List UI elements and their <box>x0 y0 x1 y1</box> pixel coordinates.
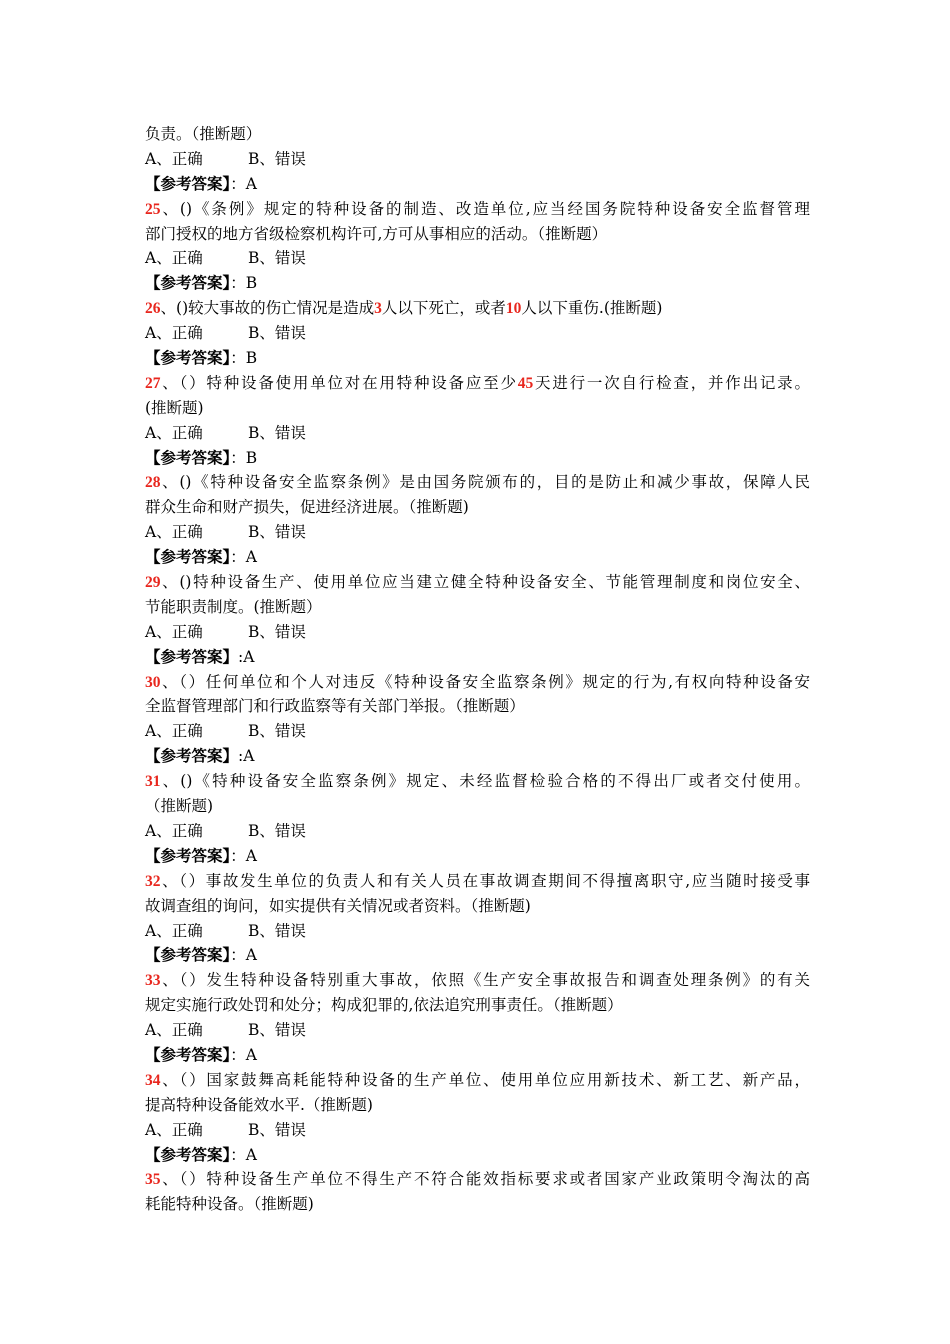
document-page <box>145 122 810 1217</box>
answer-colon: ： <box>230 946 246 965</box>
answer-label: 【参考答案】 <box>145 746 239 766</box>
question-text: ()《特种设备安全监察条例》规定、未经监督检验合格的不得出厂或者交付使用。 <box>180 772 810 791</box>
answer-line <box>145 446 810 471</box>
answer-label: 【参考答案】 <box>145 348 231 368</box>
option-b: B、错误 <box>248 622 306 641</box>
question-separator: 、 <box>160 971 180 990</box>
highlight-number: 45 <box>517 374 534 392</box>
option-b: B、错误 <box>248 423 306 442</box>
question-text: ()较大事故的伤亡情况是造成 <box>176 299 375 318</box>
question-text: （）任何单位和个人对违反《特种设备安全监察条例》规定的行为,有权向特种设备安 <box>179 672 810 691</box>
question-separator: 、 <box>160 573 180 592</box>
question-number: 33 <box>145 972 161 990</box>
question-separator: 、 <box>160 199 180 218</box>
option-b: B、错误 <box>248 1120 306 1139</box>
answer-line <box>145 346 810 371</box>
question-text: （）特种设备使用单位对在用特种设备应至少 <box>179 373 518 392</box>
option-b: B、错误 <box>248 921 306 940</box>
question-number: 31 <box>145 773 161 791</box>
answer-value: A <box>245 1145 257 1164</box>
question-number: 34 <box>145 1071 161 1089</box>
answer-line <box>145 744 810 769</box>
question-text-continued: 规定实施行政处罚和处分；构成犯罪的,依法追究刑事责任。（推断题） <box>145 996 623 1015</box>
answer-line <box>145 172 810 197</box>
answer-label: 【参考答案】 <box>145 1044 231 1064</box>
answer-label: 【参考答案】 <box>145 845 231 865</box>
options-line <box>145 421 810 446</box>
answer-colon: ： <box>230 548 246 567</box>
question-separator: 、 <box>160 473 180 492</box>
answer-colon: ： <box>230 846 246 865</box>
option-b: B、错误 <box>248 523 306 542</box>
option-b: B、错误 <box>248 149 306 168</box>
question-tail-line: 负责。（推断题） <box>145 125 262 143</box>
answer-line <box>145 545 810 570</box>
option-a: A、正确 <box>145 1120 203 1139</box>
answer-colon: ： <box>230 274 246 293</box>
question-number: 27 <box>145 374 161 392</box>
option-a: A、正确 <box>145 523 203 542</box>
answer-colon: ： <box>230 1045 246 1064</box>
question-text: （）国家鼓舞高耗能特种设备的生产单位、使用单位应用新技术、新工艺、新产品， <box>179 1070 810 1089</box>
question-separator: 、 <box>160 672 180 691</box>
answer-value: A <box>245 548 257 567</box>
highlight-number: 3 <box>374 300 382 318</box>
answer-label: 【参考答案】 <box>145 173 231 193</box>
answer-colon: ： <box>230 1145 246 1164</box>
question-28 <box>145 470 810 495</box>
question-34 <box>145 1068 810 1093</box>
question-text: 天进行一次自行检查，并作出记录。 <box>533 373 810 392</box>
options-line <box>145 520 810 545</box>
option-a: A、正确 <box>145 1021 203 1040</box>
question-31 <box>145 769 810 794</box>
question-text-continued: 全监督管理部门和行政监察等有关部门举报。（推断题） <box>145 697 525 716</box>
highlight-number: 10 <box>505 300 522 318</box>
question-text: 人以下重伤.(推断题) <box>521 299 663 318</box>
answer-value: B <box>245 274 258 293</box>
option-a: A、正确 <box>145 622 203 641</box>
options-line <box>145 1018 810 1043</box>
answer-value: A <box>245 1045 257 1064</box>
question-number: 32 <box>145 872 161 890</box>
option-b: B、错误 <box>248 1021 306 1040</box>
question-26 <box>145 296 810 321</box>
question-25 <box>145 197 810 222</box>
question-separator: 、 <box>160 772 181 791</box>
option-a: A、正确 <box>145 423 203 442</box>
answer-line <box>145 943 810 968</box>
option-b: B、错误 <box>248 722 306 741</box>
question-text: ()特种设备生产、使用单位应当建立健全特种设备安全、节能管理制度和岗位安全、 <box>179 573 810 592</box>
options-line <box>145 321 810 346</box>
option-a: A、正确 <box>145 921 203 940</box>
options-line <box>145 719 810 744</box>
options-line <box>145 147 810 172</box>
answer-colon: ： <box>230 349 246 368</box>
question-text-continued: 提高特种设备能效水平.（推断题) <box>145 1095 373 1114</box>
answer-colon: ： <box>230 174 246 193</box>
option-b: B、错误 <box>248 821 306 840</box>
answer-value: A <box>243 747 255 766</box>
question-text-continued: （推断题) <box>145 797 214 816</box>
options-line <box>145 246 810 271</box>
question-text-continued: 群众生命和财产损失，促进经济进展。（推断题) <box>145 498 469 517</box>
answer-value: A <box>245 174 257 193</box>
option-a: A、正确 <box>145 722 203 741</box>
options-line <box>145 1118 810 1143</box>
question-number: 25 <box>145 200 161 218</box>
question-text-continued: 故调查组的询问，如实提供有关情况或者资料。（推断题) <box>145 896 531 915</box>
answer-value: B <box>245 448 258 467</box>
answer-line <box>145 1043 810 1068</box>
question-number: 29 <box>145 574 161 592</box>
answer-colon: : <box>238 747 244 766</box>
question-separator: 、 <box>160 299 177 318</box>
question-number: 35 <box>145 1171 161 1189</box>
option-b: B、错误 <box>248 324 306 343</box>
answer-value: A <box>245 946 257 965</box>
answer-line <box>145 645 810 670</box>
question-text: （）事故发生单位的负责人和有关人员在事故调查期间不得擅离职守,应当随时接受事 <box>179 871 810 890</box>
answer-value: A <box>243 647 255 666</box>
question-text: （）特种设备生产单位不得生产不符合能效指标要求或者国家产业政策明令淘汰的高 <box>179 1170 810 1189</box>
question-text-continued: 耗能特种设备。（推断题) <box>145 1195 314 1214</box>
question-30 <box>145 670 810 695</box>
options-line <box>145 620 810 645</box>
answer-line <box>145 1143 810 1168</box>
answer-colon: : <box>238 647 244 666</box>
question-number: 28 <box>145 474 161 492</box>
question-text: ()《特种设备安全监察条例》是由国务院颁布的，目的是防止和减少事故，保障人民 <box>179 473 810 492</box>
question-text: ()《条例》规定的特种设备的制造、改造单位,应当经国务院特种设备安全监督管理 <box>179 199 810 218</box>
answer-label: 【参考答案】 <box>145 1144 231 1164</box>
question-27 <box>145 371 810 396</box>
answer-label: 【参考答案】 <box>145 646 239 666</box>
question-text-continued: 节能职责制度。(推断题） <box>145 597 322 616</box>
options-line <box>145 919 810 944</box>
options-line <box>145 819 810 844</box>
question-separator: 、 <box>160 373 180 392</box>
answer-colon: ： <box>230 448 246 467</box>
question-text-continued: 部门授权的地方省级检察机构许可,方可从事相应的活动。（推断题） <box>145 224 608 243</box>
question-separator: 、 <box>160 1170 180 1189</box>
option-b: B、错误 <box>248 249 306 268</box>
question-number: 30 <box>145 673 161 691</box>
question-text-continued: (推断题) <box>145 398 204 417</box>
option-a: A、正确 <box>145 324 203 343</box>
answer-value: B <box>245 349 258 368</box>
answer-value: A <box>245 846 257 865</box>
question-text: 人以下死亡，或者 <box>381 299 506 318</box>
answer-label: 【参考答案】 <box>145 447 231 467</box>
question-separator: 、 <box>160 1070 180 1089</box>
option-a: A、正确 <box>145 821 203 840</box>
question-text: （）发生特种设备特别重大事故，依照《生产安全事故报告和调查处理条例》的有关 <box>179 971 810 990</box>
answer-line <box>145 844 810 869</box>
question-separator: 、 <box>160 871 180 890</box>
question-number: 26 <box>145 300 161 318</box>
question-35 <box>145 1167 810 1192</box>
option-a: A、正确 <box>145 149 203 168</box>
answer-label: 【参考答案】 <box>145 945 231 965</box>
answer-line <box>145 271 810 296</box>
question-33 <box>145 968 810 993</box>
question-32 <box>145 869 810 894</box>
question-29 <box>145 570 810 595</box>
answer-label: 【参考答案】 <box>145 273 231 293</box>
answer-label: 【参考答案】 <box>145 547 231 567</box>
option-a: A、正确 <box>145 249 203 268</box>
